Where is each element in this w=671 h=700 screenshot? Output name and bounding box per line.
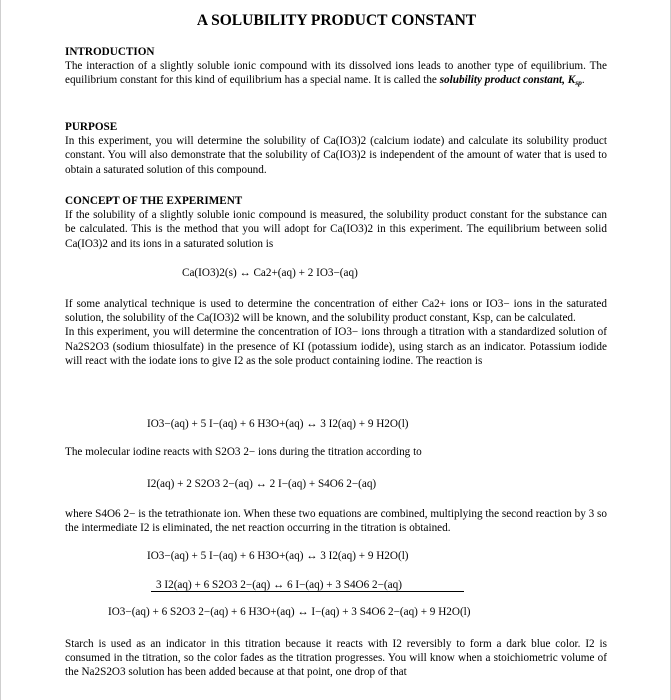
equation-sum-line <box>151 591 464 592</box>
purpose-heading: PURPOSE <box>65 121 118 133</box>
concept-paragraph-5-block <box>65 507 607 535</box>
concept-heading: CONCEPT OF THE EXPERIMENT <box>65 195 243 207</box>
document-title: A SOLUBILITY PRODUCT CONSTANT <box>196 12 477 29</box>
concept-paragraph-6-block <box>65 637 607 680</box>
equation-step-2: 3 I2(aq) + 6 S2O3 2−(aq) ↔ 6 I−(aq) + 3 S4O6 2−(aq) <box>156 579 402 591</box>
concept-paragraph-5: where S4O6 2− is the tetrathionate ion. When these two equations are combined, multiplying the second reaction by 3 so the intermediate I2 is eliminated, the net reaction occurring in the titration is obtained. <box>65 508 607 535</box>
equation-net-reaction: IO3−(aq) + 6 S2O3 2−(aq) + 6 H3O+(aq) ↔ I−(aq) + 3 S4O6 2−(aq) + 9 H2O(l) <box>108 606 471 618</box>
concept-paragraph-1: If the solubility of a slightly soluble ionic compound is measured, the solubility product constant for the substance can be calculated. This is the method that you will adopt for Ca(IO3)2 in this experiment. The equilibrium between solid Ca(IO3)2 and its ions in a saturated solution is <box>65 209 607 250</box>
concept-section <box>65 194 607 251</box>
purpose-text-content: In this experiment, you will determine the solubility of Ca(IO3)2 (calcium iodate) and calculate its solubility product constant. You will also demonstrate that the solubility of Ca(IO3)2 is independent of the amount of water that is used to obtain a saturated solution of this compound. <box>65 135 607 176</box>
purpose-text <box>65 134 607 177</box>
concept-paragraph-2: If some analytical technique is used to determine the concentration of either Ca2+ ions or IO3− ions in the saturated solution, the solubility of the Ca(IO3)2 will be known, and the solubility product constant, Ksp, can be calculated. <box>65 298 607 325</box>
concept-paragraph-6: Starch is used as an indicator in this titration because it reacts with I2 reversibly to form a dark blue color. I2 is consumed in the titration, so the color fades as the titration progresses. You will know when a stoichiometric volume of the Na2S2O3 solution has been added because at that point, one drop of that <box>65 638 607 679</box>
concept-paragraph-4-block <box>65 445 607 459</box>
equation-iodate-iodide: IO3−(aq) + 5 I−(aq) + 6 H3O+(aq) ↔ 3 I2(aq) + 9 H2O(l) <box>147 418 409 430</box>
concept-paragraph-3: In this experiment, you will determine the concentration of IO3− ions through a titration with a standardized solution of Na2S2O3 (sodium thiosulfate) in the presence of KI (potassium iodide), using starch as an indicator. Potassium iodide will react with the iodate ions to give I2 as the sole product containing iodine. The reaction is <box>65 326 607 367</box>
concept-paragraphs-2-3 <box>65 297 607 368</box>
introduction-heading: INTRODUCTION <box>65 46 155 58</box>
equation-step-1: IO3−(aq) + 5 I−(aq) + 6 H3O+(aq) ↔ 3 I2(aq) + 9 H2O(l) <box>147 550 409 562</box>
equation-dissolution: Ca(IO3)2(s) ↔ Ca2+(aq) + 2 IO3−(aq) <box>182 267 358 279</box>
purpose-section <box>65 120 607 177</box>
equation-iodine-thiosulfate: I2(aq) + 2 S2O3 2−(aq) ↔ 2 I−(aq) + S4O6 2−(aq) <box>147 478 377 490</box>
ksp-term: solubility product constant, $K_{sp}$ <box>439 74 582 88</box>
introduction-section <box>65 45 607 88</box>
concept-paragraph-4: The molecular iodine reacts with S2O3 2− ions during the titration according to <box>65 446 422 458</box>
introduction-text: The interaction of a slightly soluble ionic compound with its dissolved ions leads to another type of equilibrium. The equilibrium constant for this kind of equilibrium has a special name. It is called the solubility product constant, $K_{sp}$. <box>65 60 607 88</box>
